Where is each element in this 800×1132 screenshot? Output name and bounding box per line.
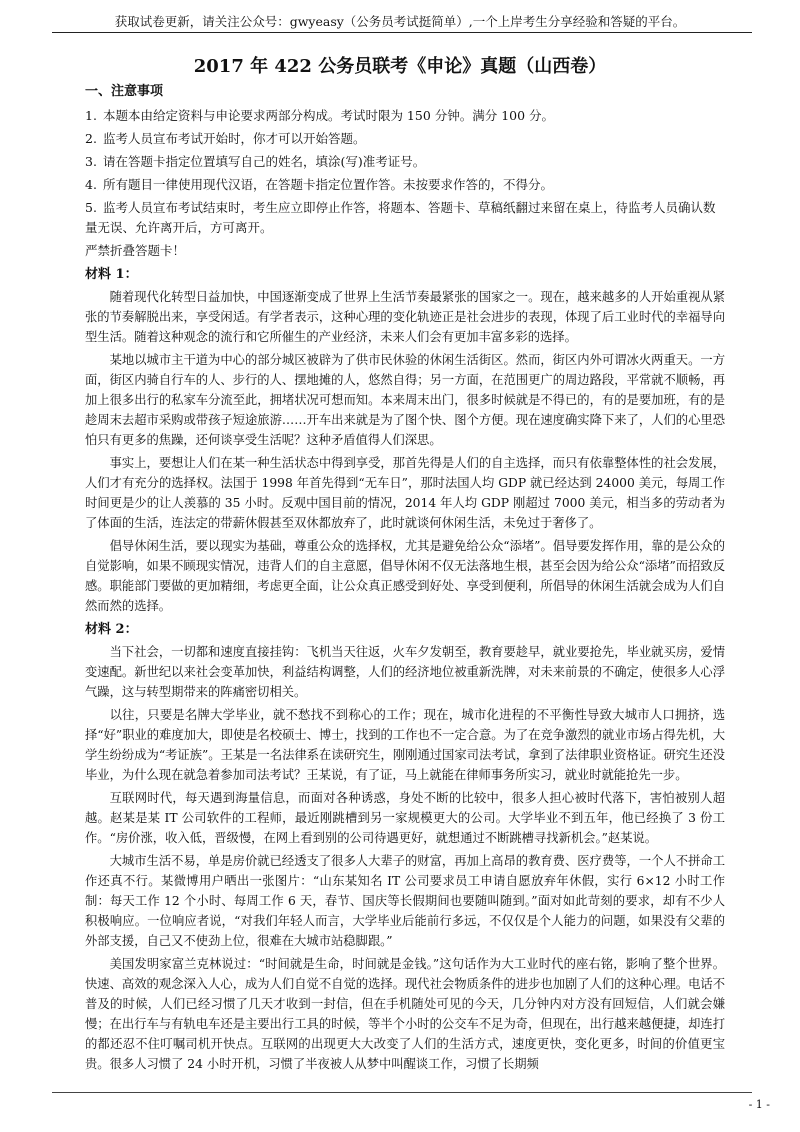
header-note: 获取试卷更新，请关注公众号：gwyeasy（公务员考试挺简单）,一个上岸考生分享经验和答疑的平台。 <box>114 14 686 29</box>
notice-item: 5. 监考人员宣布考试结束时，考生应立即停止作答，将题本、答题卡、草稿纸翻过来留在桌上，待监考人员确认数量无误、允许离开后，方可离开。 <box>85 200 716 235</box>
footer-rule <box>52 1092 752 1093</box>
page-number: - 1 - <box>748 1098 770 1111</box>
notice-item: 2. 监考人员宣布考试开始时，你才可以开始答题。 <box>85 131 366 146</box>
notice-item: 1. 本题本由给定资料与申论要求两部分构成。考试时限为 150 分钟。满分 100 分。 <box>85 108 555 123</box>
material-2-paragraph: 美国发明家富兰克林说过：“时间就是生命，时间就是金钱。”这句话作为大工业时代的座右铭，影响了整个世界。快速、高效的观念深入人心，成为人们自觉不自觉的选择。现代社会物质条件的进步也加剧了人们的这种心理。电话不普及的时候，人们已经习惯了几天才收到一封信，但在手机随处可见的今天，几分钟内对方没有回短信，人们就会嫌慢；在出行车与有轨电车还是主要出行工具的时候，等半个小时的公交车不足为奇，但现在，出行越来越便捷，却连打的都还忍不住叮嘱司机开快点。互联网的出现更大大改变了人们的生活方式，速度更快，变化更多，时间的价值更宝贵。很多人习惯了 24 小时开机，习惯了半夜被人从梦中叫醒谈工作，习惯了长期频 <box>85 957 725 1071</box>
notice-item: 4. 所有题目一律使用现代汉语，在答题卡指定位置作答。未按要求作答的，不得分。 <box>85 177 553 192</box>
notice-heading: 一、注意事项 <box>85 84 164 99</box>
material-2-paragraph: 以往，只要是名牌大学毕业，就不愁找不到称心的工作；现在，城市化进程的不平衡性导致大城市人口拥挤，选择“好”职业的难度加大，即使是名校硕士、博士，找到的工作也不一定合意。为了在竞争激烈的就业市场占得先机，大学生纷纷成为“考证族”。王某是一名法律系在读研究生，刚刚通过国家司法考试，拿到了法律职业资格证。研究生还没毕业，为什么现在就急着参加司法考试？王某说，有了证，马上就能在律师事务所实习，就业时就能抢先一步。 <box>85 708 725 782</box>
document-body <box>85 82 725 1077</box>
material-1-paragraph: 某地以城市主干道为中心的部分城区被辟为了供市民休验的休闲生活街区。然而，街区内外可谓冰火两重天。一方面，街区内骑自行车的人、步行的人、摆地摊的人，悠然自得；另一方面，在范围更广的周边路段，平常就不顺畅，再加上很多出行的私家车分流至此，拥堵状况可想而知。本来周末出门，很多时候就是不得已的，有的是要加班，有的是趁周末去超市采购或带孩子短途旅游……开车出来就是为了图个快、图个方便。现在速度确实降下来了，人们的心里恐怕只有更多的焦躁，还何谈享受生活呢？这种矛盾值得人们深思。 <box>85 353 725 447</box>
header-rule <box>52 32 752 33</box>
material-1-paragraph: 倡导休闲生活，要以现实为基础，尊重公众的选择权，尤其是避免给公众“添堵”。倡导要发挥作用，靠的是公众的自觉影响，如果不顾现实情况，违背人们的自主意愿，倡导休闲不仅无法落地生根，甚至会因为给公众“添堵”而招致反感。职能部门要做的更加精细，考虑更全面，让公众真正感受到好处、享受到便利，所倡导的休闲生活就会成为人们自然而然的选择。 <box>85 539 725 613</box>
material-2-paragraph: 当下社会，一切都和速度直接挂钩：飞机当天往返，火车夕发朝至，教育要趁早，就业要抢先，毕业就买房，爱情变速配。新世纪以来社会变革加快，利益结构调整，人们的经济地位被重新洗牌，对未来前景的不确定，使很多人心浮气躁，这与转型期带来的阵痛密切相关。 <box>85 645 725 699</box>
material-1-paragraph: 随着现代化转型日益加快，中国逐渐变成了世界上生活节奏最紧张的国家之一。现在，越来越多的人开始重视从紧张的节奏解脱出来，享受闲适。有学者表示，这种心理的变化轨迹正是社会进步的表现，体现了后工业时代的幸福导向型生活。随着这种观念的流行和它所催生的产业经济，未来人们会有更加丰富多彩的选择。 <box>85 290 725 344</box>
notice-item: 3. 请在答题卡指定位置填写自己的姓名，填涂(写)准考证号。 <box>85 154 426 169</box>
notice-warning: 严禁折叠答题卡！ <box>85 243 186 258</box>
material-1-paragraph: 事实上，要想让人们在某一种生活状态中得到享受，那首先得是人们的自主选择，而只有依靠整体性的社会发展，人们才有充分的选择权。法国于 1998 年首先得到“无车日”，那时法国人均 GDP 就已经达到 24000 美元，每周工作时间更是少的让人羡慕的 35 小时。反观中国目前的情况，2014 年人均 GDP 刚超过 7000 美元，相当多的劳动者为了体面的生活，连法定的带薪休假甚至双休都放弃了，此时就谈何休闲生活，未免过于奢侈了。 <box>85 456 725 530</box>
material-2-paragraph: 互联网时代，每天遇到海量信息，而面对各种诱惑，身处不断的比较中，很多人担心被时代落下，害怕被别人超越。赵某是某 IT 公司软件的工程师，最近刚跳槽到另一家规模更大的公司。大学毕业不到五年，他已经换了 3 份工作。“房价涨，收入低，晋级慢，在网上看到别的公司待遇更好，就想通过不断跳槽寻找新机会。”赵某说。 <box>85 791 725 845</box>
page-title: 2017 年 422 公务员联考《申论》真题（山西卷） <box>193 56 607 77</box>
material-2-paragraph: 大城市生活不易，单是房价就已经透支了很多人大辈子的财富，再加上高昂的教育费、医疗费等，一个人不拼命工作还真不行。某微博用户晒出一张图片：“山东某知名 IT 公司要求员工申请自愿放弃年休假，实行 6×12 小时工作制：每天工作 12 个小时、每周工作 6 天，春节、国庆等长假期间也要随叫随到。”面对如此苛刻的要求，却有不少人积极响应。一位响应者说，“对我们年轻人而言，大学毕业后能前行多远，不仅仅是个人能力的问题，如果没有父辈的外部支援，自己又不使劲上位，很难在大城市站稳脚跟。” <box>85 854 725 948</box>
material-2-label: 材料 2： <box>85 622 138 637</box>
material-1-label: 材料 1： <box>85 267 138 282</box>
